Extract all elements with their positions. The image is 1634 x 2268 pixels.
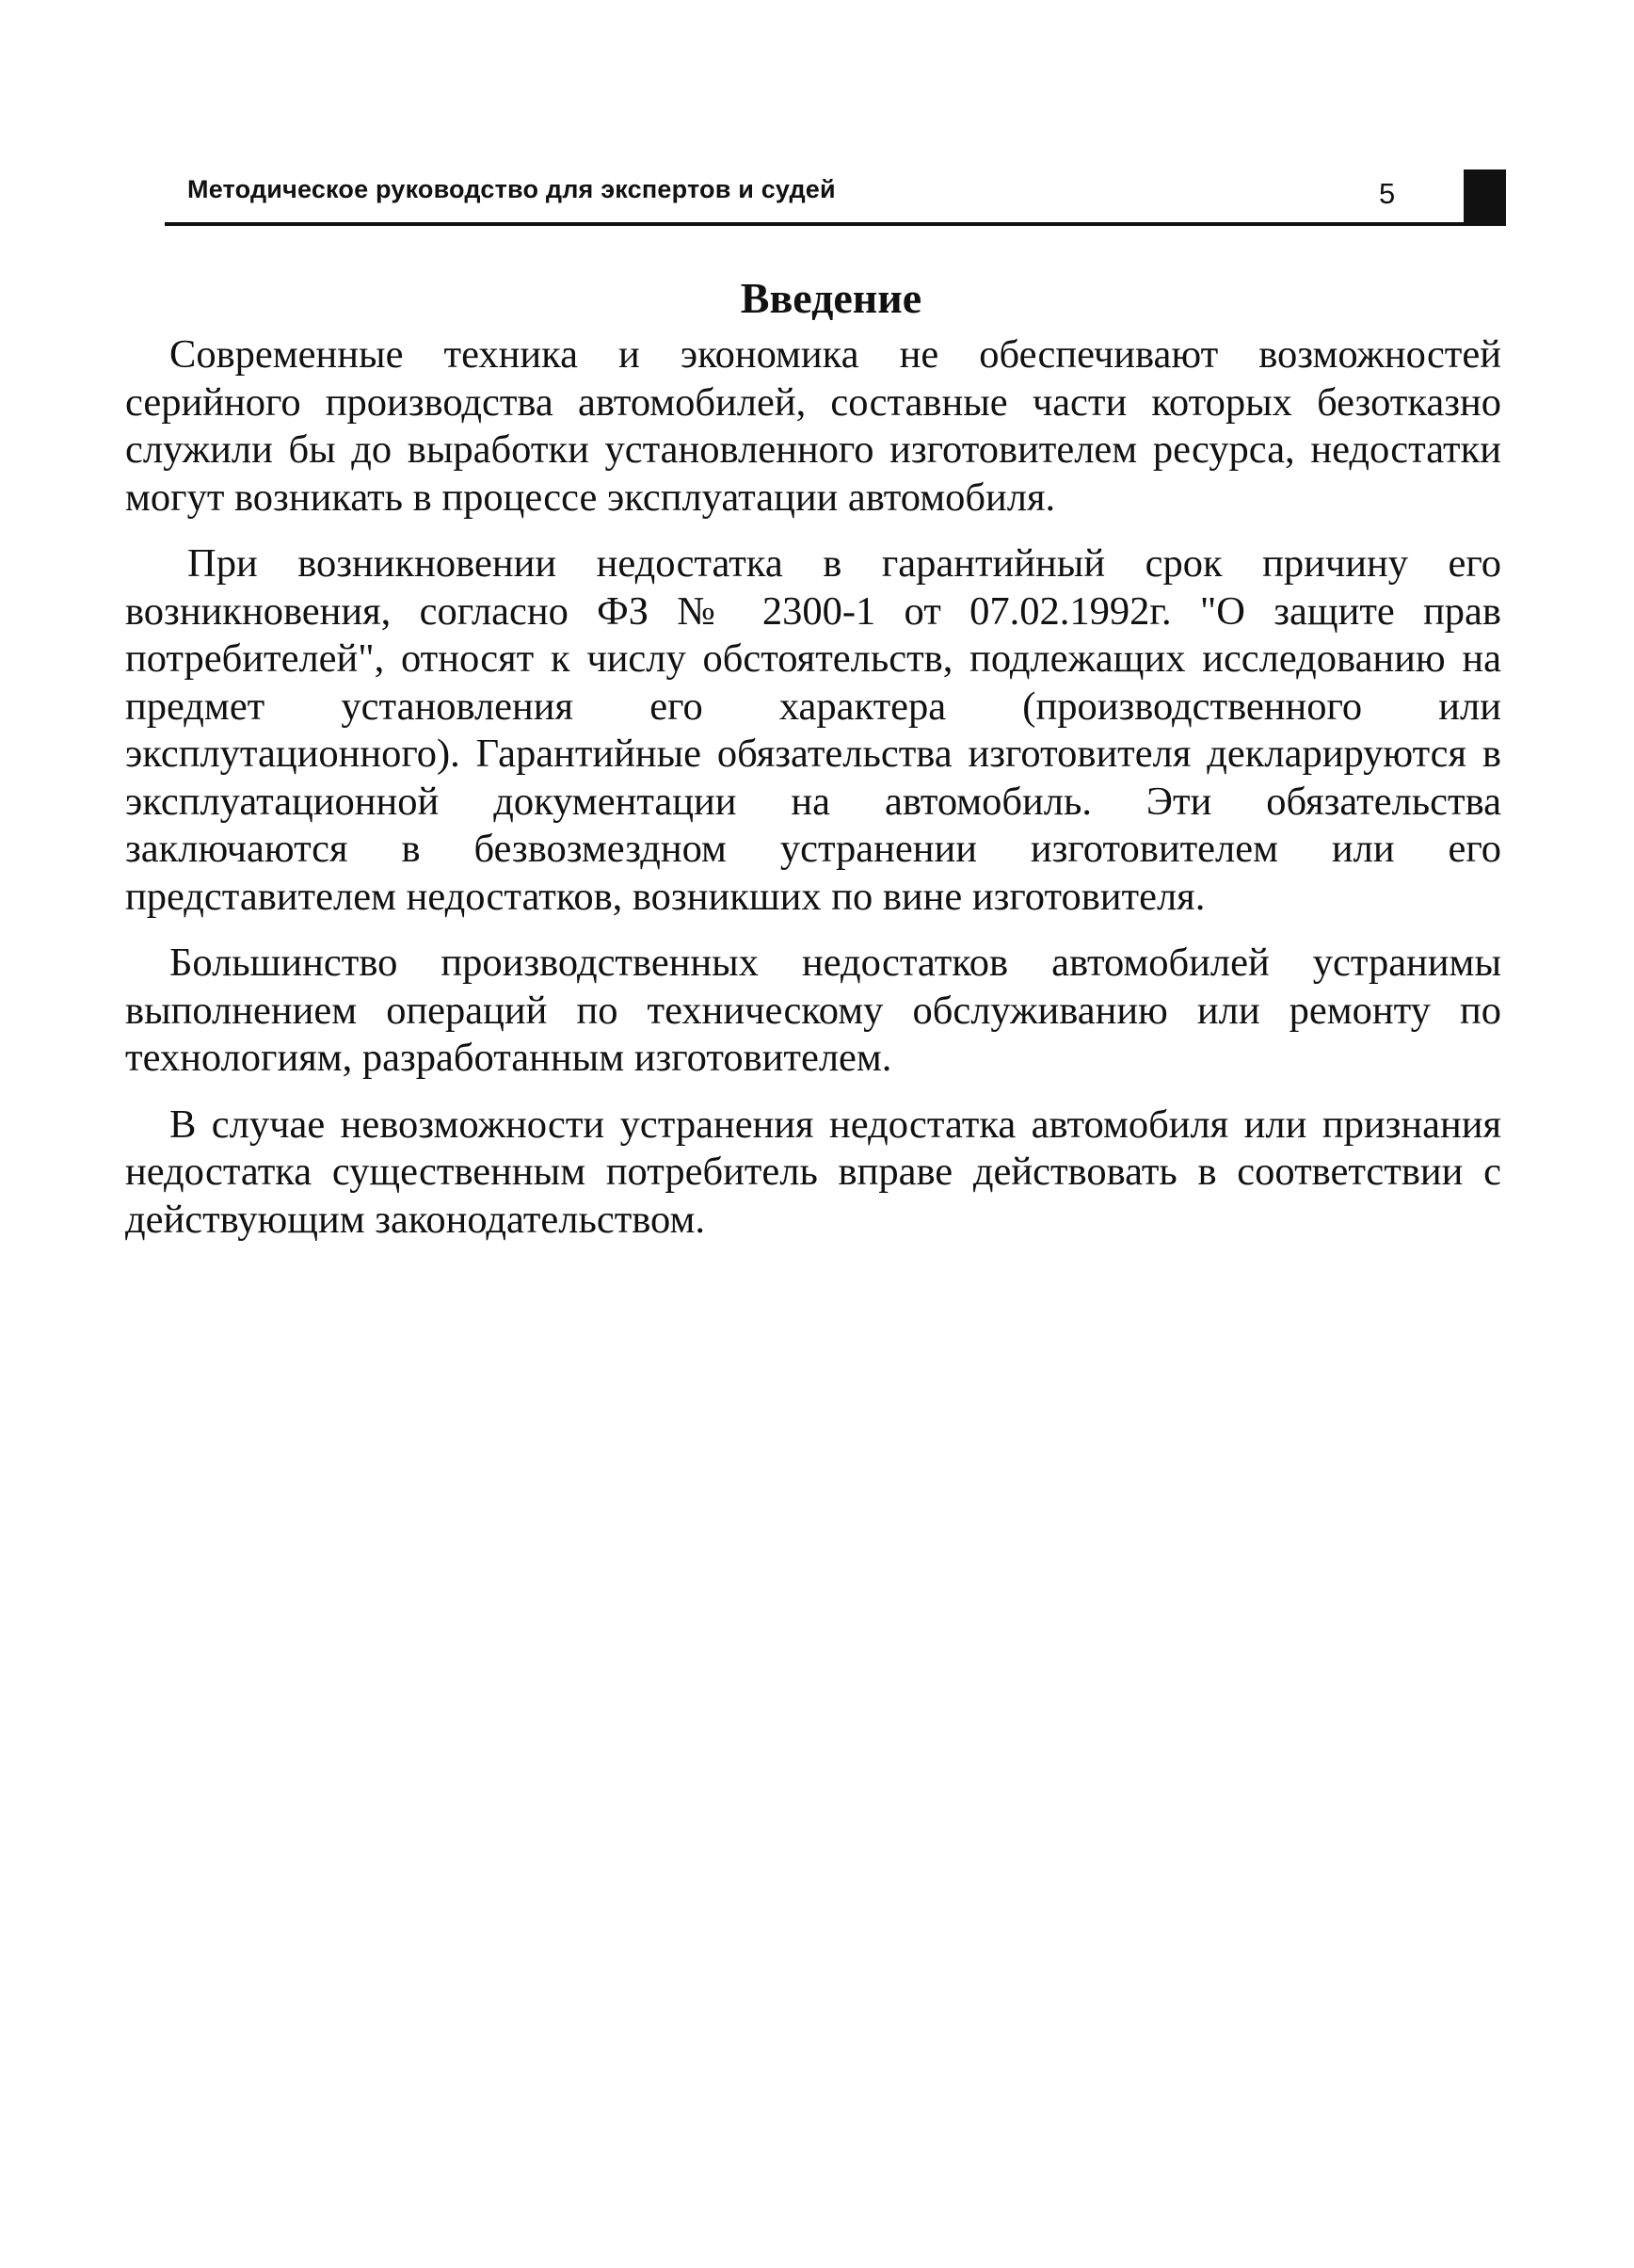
page-header	[165, 169, 1506, 226]
body-text	[125, 331, 1501, 1263]
paragraph: При возникновении недостатка в гарантийный срок причину его возникновения, согласно ФЗ № 2300-1 от 07.02.1992г. "О защите прав потребителей", относят к числу обстоятельств, подлежащих исследованию на предмет установления его характера (производственного или эксплутационного). Гарантийные обязательства изготовителя декларируются в эксплуатационной документации на автомобиль. Эти обязательства заключаются в безвозмездном устранении изготовителем или его представителем недостатков, возникших по вине изготовителя.	[125, 541, 1501, 919]
page-corner-mark	[1464, 169, 1506, 222]
paragraph: Современные техника и экономика не обеспечивают возможностей серийного производства автомобилей, составные части которых безотказно служили бы до выработки установленного изготовителем ресурса, недостатки могут возникать в процессе эксплуатации автомобиля.	[125, 332, 1501, 520]
paragraph: Большинство производственных недостатков автомобилей устранимы выполнением операций по техническому обслуживанию или ремонту по технологиям, разработанным изготовителем.	[125, 941, 1501, 1080]
section-title: Введение	[740, 274, 922, 322]
header-divider	[165, 222, 1506, 226]
page-number: 5	[1379, 177, 1396, 210]
running-header-title: Методическое руководство для экспертов и судей	[187, 175, 836, 203]
paragraph: В случае невозможности устранения недостатка автомобиля или признания недостатка существенным потребитель вправе действовать в соответствии с действующим законодательством.	[125, 1102, 1501, 1242]
